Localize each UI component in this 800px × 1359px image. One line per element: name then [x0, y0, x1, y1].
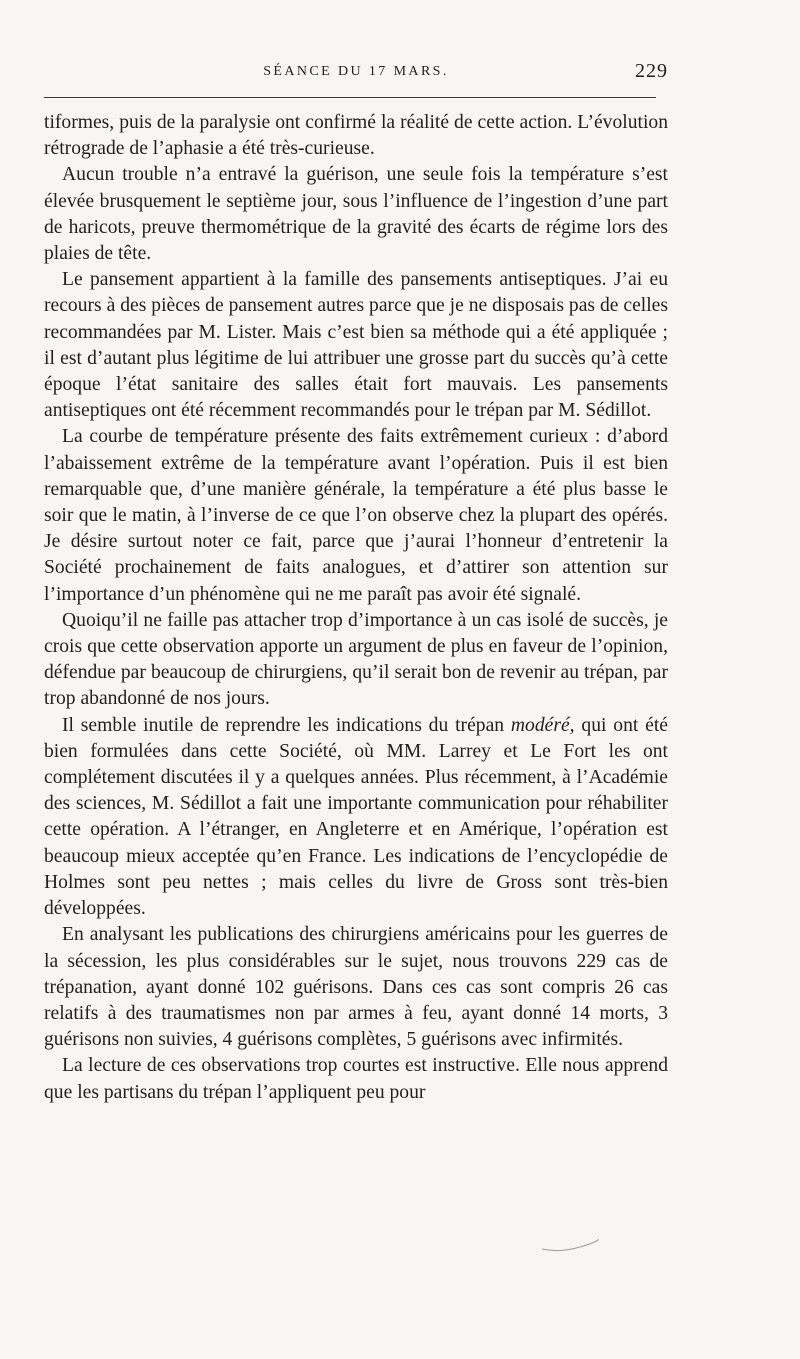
- paragraph-1: tiformes, puis de la paralysie ont confirmé la réalité de cette action. L’évolution rétrograde de l’aphasie a été très-curieuse.: [44, 112, 668, 160]
- paragraph-8: La lecture de ces observations trop courtes est instructive. Elle nous apprend que les partisans du trépan l’appliquent peu pour: [44, 1055, 668, 1103]
- pen-stroke-mark: [540, 1235, 600, 1255]
- header-rule: [44, 97, 656, 98]
- paragraph-7: En analysant les publications des chirurgiens américains pour les guerres de la sécession, les plus considérables sur le sujet, nous trouvons 229 cas de trépanation, ayant donné 102 guérisons. Dans ces cas sont compris 26 cas relatifs à des traumatismes non par armes à feu, ayant donné 14 morts, 3 guérisons non suivies, 4 guérisons complètes, 5 guérisons avec infirmités.: [44, 924, 668, 1051]
- paragraph-6-text-b: qui ont été bien formulées dans cette Société, où MM. Larrey et Le Fort les ont complétement discutées il y a quelques années. Plus récemment, à l’Académie des sciences, M. Sédillot a fait une importante communication pour réhabiliter cette opération. A l’étranger, en Angleterre et en Amérique, l’opération est beaucoup mieux acceptée qu’en France. Les indications de l’encyclopédie de Holmes sont peu nettes ; mais celles du livre de Gross sont très-bien développées.: [44, 714, 668, 920]
- paragraph-3: Le pansement appartient à la famille des pansements antiseptiques. J’ai eu recours à des pièces de pansement autres parce que je ne disposais pas de celles recommandées par M. Lister. Mais c’est bien sa méthode qui a été appliquée ; il est d’autant plus légitime de lui attribuer une grosse part du succès qu’à cette époque l’état sanitaire des salles était fort mauvais. Les pansements antiseptiques ont été récemment recommandés pour le trépan par M. Sédillot.: [44, 269, 668, 422]
- page-number: 229: [635, 60, 668, 82]
- paragraph-6-text-a: Il semble inutile de reprendre les indications du trépan: [62, 714, 511, 736]
- body-text: [44, 110, 668, 1106]
- paragraph-6: [44, 713, 668, 923]
- paragraph-6-emphasis: modéré,: [510, 714, 575, 736]
- paragraph-4: La courbe de température présente des faits extrêmement curieux : d’abord l’abaissement extrême de la température avant l’opération. Puis il est bien remarquable que, d’une manière générale, la température a été plus basse le soir que le matin, à l’inverse de ce que l’on observe chez la plupart des opérés. Je désire surtout noter ce fait, parce que j’aurai l’honneur d’entretenir la Société prochainement de faits analogues, et d’attirer son attention sur l’importance d’un phénomène qui ne me paraît pas avoir été signalé.: [44, 426, 668, 605]
- paragraph-2: Aucun trouble n’a entravé la guérison, une seule fois la température s’est élevée brusquement le septième jour, sous l’influence de l’ingestion d’une part de haricots, preuve thermométrique de la gravité des écarts de régime lors des plaies de tête.: [44, 164, 668, 265]
- paragraph-5: Quoiqu’il ne faille pas attacher trop d’importance à un cas isolé de succès, je crois que cette observation apporte un argument de plus en faveur de l’opinion, défendue par beaucoup de chirurgiens, qu’il serait bon de revenir au trépan, par trop abandonné de nos jours.: [44, 609, 668, 710]
- running-title: SÉANCE DU 17 MARS.: [263, 64, 449, 79]
- running-head: [44, 60, 668, 84]
